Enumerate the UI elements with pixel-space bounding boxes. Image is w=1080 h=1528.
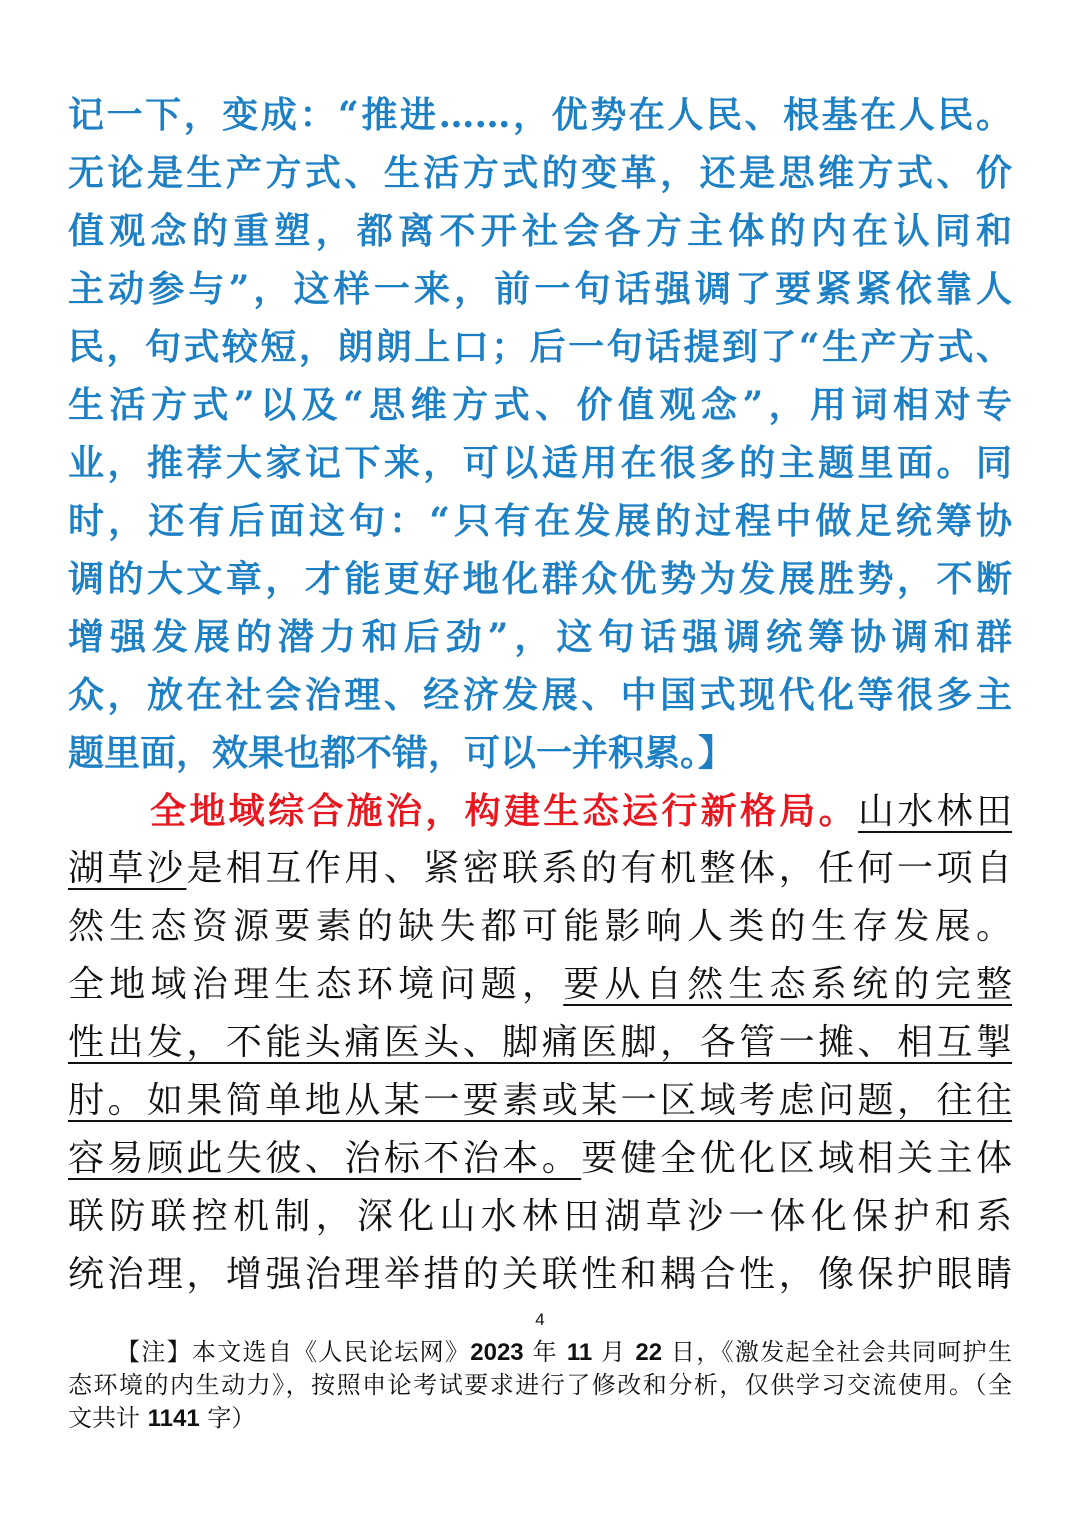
commentary-line: 生活方式”以及“思维方式、价值观念”，用词相对专: [68, 384, 1012, 426]
commentary-line: 时，还有后面这句：“只有在发展的过程中做足统筹协: [68, 500, 1012, 542]
commentary-paragraph: [68, 86, 1012, 782]
body-text: 要健全优化区域相关主体: [581, 1138, 1012, 1179]
body-line: [68, 1130, 1012, 1188]
commentary-line: 增强发展的潜力和后劲”，这句话强调统筹协调和群: [68, 616, 1012, 658]
commentary-line: 值观念的重塑，都离不开社会各方主体的内在认同和: [68, 210, 1012, 252]
body-text: 统治理，增强治理举措的关联性和耦合性，像保护眼睛: [68, 1254, 1012, 1295]
body-line: [68, 1014, 1012, 1072]
footnote-line: [68, 1336, 1012, 1369]
footnote-year: 2023: [470, 1339, 524, 1366]
footnote-day: 22: [635, 1339, 663, 1366]
footnote-text: 文共计: [68, 1404, 148, 1432]
body-line: [68, 956, 1012, 1014]
body-line: [68, 898, 1012, 956]
commentary-line: 众，放在社会治理、经济发展、中国式现代化等很多主: [68, 674, 1012, 716]
body-text: 是相互作用、紧密联系的有机整体，任何一项自: [186, 848, 1012, 889]
section-heading-sentence: 全地域综合施治，构建生态运行新格局。: [150, 790, 858, 832]
commentary-line: 无论是生产方式、生活方式的变革，还是思维方式、价: [68, 152, 1012, 194]
body-line: [68, 1072, 1012, 1130]
footnote-text: 年: [523, 1338, 567, 1366]
footnote-text: 字）: [199, 1404, 256, 1432]
underlined-text: 山水林田: [857, 791, 1012, 832]
page-number: 4: [535, 1310, 545, 1329]
underlined-text: 性出发，不能头痛医头、脚痛医脚，各管一摊、相互掣: [68, 1022, 1012, 1063]
body-line: [68, 782, 1012, 840]
body-text: 联防联控机制，深化山水林田湖草沙一体化保护和系: [68, 1196, 1012, 1237]
underlined-text: 容易顾此失彼、治标不治本。: [68, 1138, 582, 1179]
footnote-text: 态环境的内生动力》，按照申论考试要求进行了修改和分析，仅供学习交流使用。（全: [68, 1371, 1012, 1399]
underlined-text: 湖草沙: [68, 848, 187, 889]
commentary-line: 调的大文章，才能更好地化群众优势为发展胜势，不断: [68, 558, 1012, 600]
commentary-line: 业，推荐大家记下来，可以适用在很多的主题里面。同: [68, 442, 1012, 484]
footnote-month: 11: [566, 1339, 593, 1366]
underlined-text: 要从自然生态系统的完整: [563, 964, 1012, 1005]
footnote-text: 日，《激发起全社会共同呵护生: [662, 1338, 1012, 1366]
footnote-text: 月: [592, 1338, 636, 1366]
footnote-line: [68, 1369, 1012, 1402]
footnote-text: 【注】本文选自《人民论坛网》: [116, 1338, 471, 1366]
body-paragraph: [68, 782, 1012, 1304]
body-line: [68, 840, 1012, 898]
commentary-line: 题里面，效果也都不错，可以一并积累。】: [68, 732, 735, 774]
commentary-line: 主动参与”，这样一来，前一句话强调了要紧紧依靠人: [68, 268, 1012, 310]
footnote: [68, 1336, 1012, 1435]
body-text: 全地域治理生态环境问题，: [68, 964, 564, 1005]
body-line: [68, 1246, 1012, 1304]
footnote-line: [68, 1402, 1012, 1435]
commentary-line: 记一下，变成：“推进……，优势在人民、根基在人民。: [68, 94, 1012, 136]
footnote-word-count: 1141: [147, 1405, 200, 1432]
body-line: [68, 1188, 1012, 1246]
body-text: 然生态资源要素的缺失都可能影响人类的生存发展。: [68, 906, 1012, 947]
underlined-text: 肘。如果简单地从某一要素或某一区域考虑问题，往往: [68, 1080, 1012, 1121]
commentary-line: 民，句式较短，朗朗上口；后一句话提到了“生产方式、: [68, 326, 1012, 368]
